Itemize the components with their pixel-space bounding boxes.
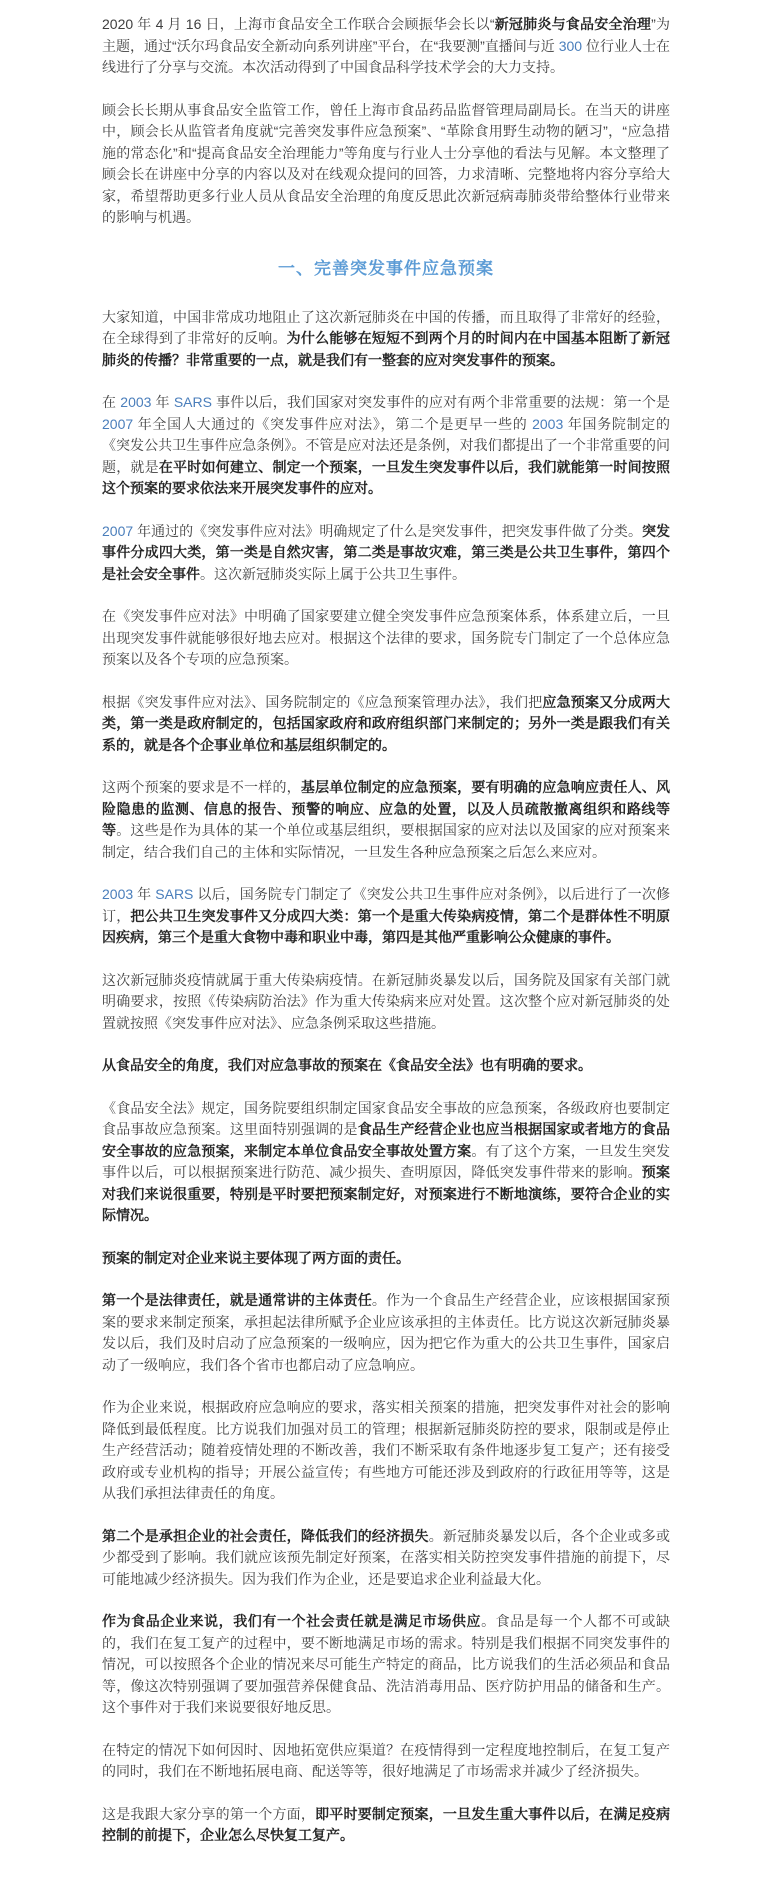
text-run: 根据《突发事件应对法》、国务院制定的《应急预案管理办法》，我们把 (102, 693, 543, 710)
accent-text-run: 2003 (532, 415, 564, 432)
text-run: 这是我跟大家分享的第一个方面， (102, 1805, 316, 1822)
bold-text-run: 基层单位制定的应急预案，要有明确的应急响应责任人、风险隐患的监测、信息的报告、预警的响应、应急的处置，以及人员疏散撤离组织和路线等等 (102, 779, 671, 838)
paragraph (102, 1526, 670, 1591)
text-run: 在 (102, 394, 121, 410)
text-run: 年 (151, 394, 174, 410)
paragraph (102, 970, 670, 1035)
bold-text-run: 第二个是承担企业的社会责任，降低我们的经济损失 (102, 1527, 429, 1544)
text-run: 在《突发事件应对法》中明确了国家要建立健全突发事件应急预案体系，体系建立后，一旦出现突发事件就能够很好地去应对。根据这个法律的要求，国务院专门制定了一个总体应急预案以及各个专项的应急预案。 (102, 608, 670, 667)
bold-text-run: 突发事件分成四大类，第一类是自然灾害，第二类是事故灾难，第三类是公共卫生事件，第四个是社会安全事件 (102, 522, 671, 582)
text-run: 。有了这个方案，一旦发生突发事件以后，可以根据预案进行防范、减少损失、查明原因，降低突发事件带来的影响。 (102, 1142, 671, 1180)
accent-text-run: 2003 (120, 394, 152, 410)
paragraph (102, 1290, 670, 1376)
accent-text-run: 2007 (102, 415, 134, 432)
text-run: 位行业人士在线进行了分享与交流。本次活动得到了中国食品科学技术学会的大力支持。 (102, 37, 670, 75)
text-run: 年通过的《突发事件应对法》明确规定了什么是突发事件，把突发事件做了分类。 (133, 522, 642, 539)
text-run: 年国务院制定的《突发公共卫生事件应急条例》。不管是应对法还是条例，对我们都提出了一个非常重要的问题，就是 (102, 415, 671, 475)
paragraph (102, 1055, 670, 1077)
text-run: 大家知道，中国非常成功地阻止了这次新冠肺炎在中国的传播，而且取得了非常好的经验，在全球得到了非常好的反响。 (102, 308, 670, 346)
paragraph (102, 1397, 670, 1505)
paragraph (102, 14, 670, 79)
text-run: 《食品安全法》规定，国务院要组织制定国家食品安全事故的应急预案，各级政府也要制定食品事故应急预案。这里面特别强调的是 (102, 1099, 670, 1137)
text-run: 。食品是每一个人都不可或缺的，我们在复工复产的过程中，要不断地满足市场的需求。特别是我们根据不同突发事件的情况，可以按照各个企业的情况来尽可能生产特定的商品，比方说我们的生活必须品和食品等，像这次特别强调了要加强营养保健食品、洗洁消毒用品、医疗防护用品的储备和生产。这个事件对于我们来说要很好地反思。 (102, 1613, 671, 1715)
text-run: 。这些是作为具体的某一个单位或基层组织，要根据国家的应对法以及国家的应对预案来制定，结合我们自己的主体和实际情况，一旦发生各种应急预案之后怎么来应对。 (102, 822, 671, 860)
paragraph (102, 307, 670, 372)
text-run: 2020 年 4 月 16 日，上海市食品安全工作联合会顾振华会长以“ (102, 16, 495, 32)
paragraph (102, 1804, 670, 1847)
bold-text-run: 应急预案又分成两大类，第一类是政府制定的，包括国家政府和政府组织部门来制定的；另外一类是跟我们有关系的，就是各个企事业单位和基层组织制定的。 (102, 693, 671, 753)
bold-text-run: 作为食品企业来说，我们有一个社会责任就是满足市场供应 (102, 1613, 482, 1629)
paragraph (102, 692, 670, 757)
text-run: 在特定的情况下如何因时、因地拓宽供应渠道？在疫情得到一定程度地控制后，在复工复产的同时，我们在不断地拓展电商、配送等等，很好地满足了市场需求并减少了经济损失。 (102, 1741, 670, 1779)
text-run: 事件以后，我们国家对突发事件的应对有两个非常重要的法规：第一个是 (211, 394, 671, 410)
text-run: 年全国人大通过的《突发事件应对法》，第二个是更早一些的 (133, 415, 533, 432)
bold-text-run: 预案的制定对企业来说主要体现了两方面的责任。 (102, 1249, 410, 1266)
text-run: 。新冠肺炎暴发以后，各个企业或多或少都受到了影响。我们就应该预先制定好预案，在落实相关防控突发事件措施的前提下，尽可能地减少经济损失。因为我们作为企业，还是要追求企业利益最大化。 (102, 1527, 670, 1587)
bold-text-run: 预案对我们来说很重要，特别是平时要把预案制定好，对预案进行不断地演练，要符合企业的实际情况。 (102, 1164, 671, 1223)
paragraph (102, 521, 670, 586)
paragraph (102, 777, 670, 863)
accent-text-run: 2003 (102, 886, 134, 902)
text-run: 。这次新冠肺炎实际上属于公共卫生事件。 (200, 565, 466, 582)
bold-text-run: 食品生产经营企业也应当根据国家或者地方的食品安全事故的应急预案，来制定本单位食品安全事故处置方案 (102, 1121, 671, 1159)
bold-text-run: 即平时要制定预案，一旦发生重大事件以后，在满足疫病控制的前提下，企业怎么尽快复工复产。 (102, 1805, 670, 1843)
text-run: 作为企业来说，根据政府应急响应的要求，落实相关预案的措施，把突发事件对社会的影响降低到最低程度。比方说我们加强对员工的管理；根据新冠肺炎防控的要求，限制或是停止生产经营活动；随着疫情处理的不断改善，我们不断采取有条件地逐步复工复产；还有接受政府或专业机构的指导；开展公益宣传；有些地方可能还涉及到政府的行政征用等等，这是从我们承担法律责任的角度。 (102, 1399, 670, 1501)
accent-text-run: SARS (173, 394, 212, 410)
bold-text-run: 第一个是法律责任，就是通常讲的主体责任 (102, 1292, 372, 1308)
text-run: 。作为一个食品生产经营企业，应该根据国家预案的要求来制定预案，承担起法律所赋予企业应该承担的主体责任。比方说这次新冠肺炎暴发以后，我们及时启动了应急预案的一级响应，因为把它作为重大的公共卫生事件，国家启动了一级响应，我们各个省市也都启动了应急响应。 (102, 1292, 671, 1373)
paragraph (102, 1098, 670, 1227)
paragraph (102, 1248, 670, 1270)
text-run: 以后，国务院专门制定了《突发公共卫生事件应对条例》，以后进行了一次修订， (102, 886, 670, 924)
paragraph (102, 1611, 670, 1719)
paragraph (102, 392, 670, 500)
text-run: ”为主题，通过“沃尔玛食品安全新动向系列讲座”平台，在“我要测”直播间与近 (102, 16, 671, 54)
text-run: 这两个预案的要求是不一样的， (102, 779, 301, 795)
accent-text-run: 2007 (102, 522, 134, 539)
bold-text-run: 新冠肺炎与食品安全治理 (494, 16, 652, 32)
paragraph (102, 606, 670, 671)
bold-text-run: 从食品安全的角度，我们对应急事故的预案在《食品安全法》也有明确的要求。 (102, 1057, 592, 1073)
section-heading: 一、完善突发事件应急预案 (278, 258, 494, 278)
bold-text-run: 为什么能够在短短不到两个月的时间内在中国基本阻断了新冠肺炎的传播？非常重要的一点，就是我们有一整套的应对突发事件的预案。 (102, 330, 671, 368)
paragraph (102, 1740, 670, 1783)
text-run: 这次新冠肺炎疫情就属于重大传染病疫情。在新冠肺炎暴发以后，国务院及国家有关部门就明确要求，按照《传染病防治法》作为重大传染病来应对处置。这次整个应对新冠肺炎的处置就按照《突发事件应对法》、应急条例采取这些措施。 (102, 971, 670, 1031)
accent-text-run: SARS (155, 886, 194, 902)
accent-text-run: 300 (558, 37, 583, 54)
text-run: 顾会长长期从事食品安全监管工作，曾任上海市食品药品监督管理局副局长。在当天的讲座中，顾会长从监管者角度就“完善突发事件应急预案”、“革除食用野生动物的陋习”，“应急措施的常态化”和“提高食品安全治理能力”等角度与行业人士分享他的看法与见解。本文整理了顾会长在讲座中分享的内容以及对在线观众提问的回答，力求清晰、完整地将内容分享给大家，希望帮助更多行业人员从食品安全治理的角度反思此次新冠病毒肺炎带给整体行业带来的影响与机遇。 (102, 101, 670, 225)
bold-text-run: 把公共卫生突发事件又分成四大类：第一个是重大传染病疫情，第二个是群体性不明原因疾病，第三个是重大食物中毒和职业中毒，第四是其他严重影响公众健康的事件。 (102, 907, 671, 945)
article-body (102, 14, 670, 1847)
paragraph (102, 100, 670, 229)
bold-text-run: 在平时如何建立、制定一个预案，一旦发生突发事件以后，我们就能第一时间按照这个预案的要求依法来开展突发事件的应对。 (102, 458, 671, 496)
text-run: 年 (133, 886, 156, 902)
paragraph (102, 884, 670, 949)
